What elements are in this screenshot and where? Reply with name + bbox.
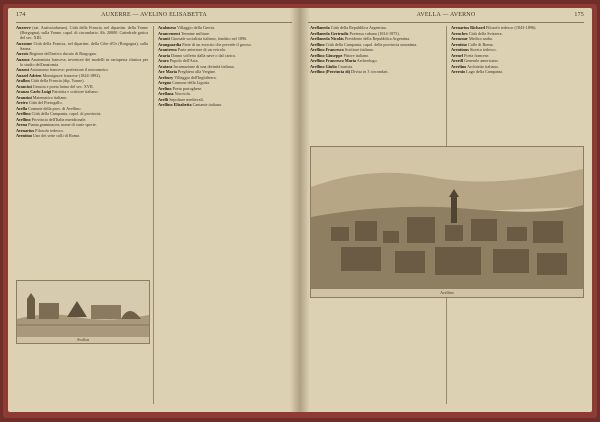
entry-headword: Avenzoar [451, 36, 468, 41]
dictionary-entry [16, 106, 148, 111]
entry-headword: Aventino [451, 41, 467, 47]
entry-text: Cronista. [336, 63, 354, 69]
left-figure [16, 280, 150, 344]
left-page [8, 8, 300, 412]
entry-headword: Auzoux [16, 56, 30, 62]
dictionary-entry [16, 117, 148, 122]
entry-text: Monsignore francese (1824-1892). [41, 72, 101, 78]
entry-headword: Auxerre [16, 25, 31, 30]
entry-headword: Avantreno [158, 47, 177, 52]
entry-text: Gesuita e poeta latino del sec. XVII. [31, 83, 94, 89]
entry-headword: Avenches [451, 30, 468, 36]
left-column-1 [16, 25, 148, 405]
entry-text: Archeologo. [355, 58, 378, 63]
entry-headword: Aventino [16, 133, 32, 138]
entry-text: Città della Francia, nel dipartim. della Côte-d'Or (Borgogna), sulla Saona. [20, 40, 148, 51]
right-page [300, 8, 592, 412]
dictionary-entry [158, 97, 292, 102]
entry-text: Città del Portogallo. [27, 100, 63, 105]
entry-headword: Auzout [16, 67, 30, 72]
entry-headword: Avenarius Richard [451, 25, 485, 30]
entry-text: (sat. Autissiodurum). Città della Francia, nel dipartim. della Yonne (Borgogna), sulla Yonne, capol. di circondario. Ab. 20000. Cattedrale gotica del sec. XIII. [20, 25, 148, 40]
dictionary-entry [158, 86, 292, 91]
entry-headword: Avenel [451, 52, 464, 58]
left-column-2 [158, 25, 292, 405]
entry-headword: Avaloneso [158, 25, 177, 30]
entry-text: Parte di un esercito che precede il grosso. [181, 41, 252, 47]
entry-text: Pianta graminacea; nome di varie specie. [27, 122, 97, 127]
entry-text: Parte anteriore di un veicolo. [176, 47, 227, 52]
city-engraving [311, 147, 583, 289]
dictionary-entry [158, 31, 292, 36]
entry-headword: Avellino Francesco [310, 47, 344, 52]
entry-text: Poeta portoghese. [171, 85, 203, 91]
dictionary-entry [16, 67, 148, 72]
entry-text: Cantante italiana. [191, 102, 222, 107]
entry-text: Presidente della Repubblica Argentina. [343, 36, 411, 41]
entry-headword: Avernio [451, 69, 466, 74]
dictionary-entry [451, 64, 583, 69]
dictionary-entry [158, 75, 292, 80]
entry-headword: Avena [16, 122, 28, 127]
entry-text: Popolo dell'Asia. [168, 58, 199, 63]
entry-headword: Ave Maria [158, 69, 177, 74]
dictionary-entry [158, 47, 292, 52]
entry-headword: Avellino Giuseppe [310, 52, 343, 58]
entry-text: Generale americano. [463, 58, 499, 63]
entry-headword: Averlino [451, 63, 467, 69]
dictionary-entry [16, 25, 148, 40]
entry-text: Filosofo tedesco (1843-1896). [484, 25, 537, 30]
right-column-1 [310, 25, 442, 145]
entry-headword: Aventinus [451, 47, 469, 52]
entry-text: Divisa in 3 circondari. [350, 69, 389, 74]
dictionary-entry [158, 58, 292, 63]
dictionary-entry [451, 69, 583, 74]
entry-headword: Avellino Francesco Maria [310, 58, 356, 63]
right-column-2-lower [451, 300, 583, 406]
dictionary-entry [16, 78, 148, 83]
right-page-number: 175 [574, 12, 584, 18]
entry-text: Poeta francese. [463, 52, 490, 58]
dictionary-entry [451, 42, 583, 47]
dictionary-entry [451, 36, 583, 41]
entry-text: Villaggio della Grecia. [176, 25, 216, 30]
entry-headword: Avenarius [16, 127, 35, 133]
dictionary-entry [16, 95, 148, 100]
entry-headword: Avanzo Carlo Luigi [16, 89, 52, 94]
entry-text: Astronomo francese; perfezionò il micrometro. [29, 67, 109, 72]
left-figure-caption: Avallon [76, 337, 90, 342]
entry-headword: Avancini [16, 83, 32, 89]
entry-text: Lago della Campania. [465, 69, 504, 74]
dictionary-entry [158, 64, 292, 69]
entry-headword: Avellaneda Gertrudis [310, 30, 349, 36]
entry-text: Termine militare. [180, 30, 211, 36]
entry-text: Sepolture medievali. [168, 96, 204, 102]
entry-text: Città della Svizzera. [467, 30, 503, 36]
dictionary-entry [158, 91, 292, 96]
dictionary-entry [310, 64, 442, 69]
entry-headword: Avanzini [16, 94, 32, 100]
dictionary-entry [16, 133, 148, 138]
entry-headword: Avellino Elisabetta [158, 102, 192, 107]
right-page-header [308, 12, 584, 23]
entry-text: Architetto italiano. [466, 63, 499, 69]
entry-text: Patriotta e scrittore italiano. [51, 89, 99, 94]
entry-text: Provincia dell'Italia meridionale. [30, 116, 87, 122]
entry-text: Colle di Roma. [466, 41, 494, 47]
right-page-title: AVELLA — AVERNO [416, 12, 476, 18]
entry-text: Comune della Liguria. [171, 80, 211, 85]
dictionary-entry [451, 31, 583, 36]
dictionary-entry [451, 53, 583, 58]
dictionary-entry [158, 80, 292, 85]
entry-text: Giornale socialista italiano, fondato nel 1896. [169, 36, 248, 41]
dictionary-entry [16, 122, 148, 127]
entry-text: Uno dei sette colli di Roma. [31, 133, 81, 138]
dictionary-entry [310, 42, 442, 47]
entry-headword: Avelino [158, 85, 172, 91]
dictionary-entry [16, 51, 148, 56]
left-page-title: AUXERRE — AVELINO ELISABETTA [101, 12, 207, 18]
left-page-header [16, 12, 292, 23]
entry-headword: Avancement [158, 30, 181, 36]
dictionary-entry [16, 84, 148, 89]
entry-text: Villaggio dell'Inghilterra. [173, 74, 217, 80]
dictionary-entry [16, 41, 148, 51]
entry-headword: Avellaneda [310, 25, 330, 30]
entry-headword: Avelli [158, 96, 169, 102]
entry-headword: Averill [451, 58, 464, 63]
entry-headword: Avellino Giulio [310, 63, 337, 69]
dictionary-entry [310, 25, 442, 30]
entry-text: Regione dell'antico ducato di Borgogna. [28, 51, 97, 56]
entry-headword: Avellino [16, 111, 31, 116]
dictionary-entry [158, 69, 292, 74]
dictionary-entry [451, 25, 583, 30]
dictionary-entry [158, 25, 292, 30]
entry-headword: Avellino (Provincia di) [310, 69, 351, 74]
entry-headword: Avallon [16, 78, 30, 83]
dictionary-entry [16, 111, 148, 116]
entry-headword: Avellana [158, 91, 174, 96]
entry-headword: Aveiro [16, 100, 28, 105]
column-divider [153, 26, 154, 404]
entry-text: Matematico italiano. [31, 94, 68, 100]
entry-text: Medico arabo. [467, 36, 494, 41]
entry-headword: Avanguardia [158, 41, 182, 47]
landscape-engraving [17, 281, 149, 337]
dictionary-entry [158, 53, 292, 58]
dictionary-entry [16, 73, 148, 78]
entry-headword: Avellaneda Nicolás [310, 36, 344, 41]
dictionary-entry [310, 53, 442, 58]
entry-headword: Auxonne [16, 40, 33, 46]
entry-headword: Avanti [158, 36, 170, 41]
entry-headword: Avegno [158, 80, 172, 85]
entry-text: Nocciola. [173, 91, 191, 96]
entry-text: Danno sofferto dalla nave o dal carico. [170, 52, 236, 58]
entry-headword: Auzzel Adrien [16, 72, 42, 78]
entry-text: Pittore italiano. [342, 52, 370, 58]
entry-headword: Auxois [16, 51, 29, 56]
dictionary-entry [310, 36, 442, 41]
dictionary-entry [451, 58, 583, 63]
dictionary-entry [158, 102, 292, 107]
right-figure-caption: Avellino [440, 290, 454, 295]
dictionary-entry [16, 89, 148, 94]
dictionary-entry [451, 47, 583, 52]
left-page-number: 174 [16, 12, 26, 18]
entry-headword: Avaro [158, 58, 169, 63]
entry-headword: Avellino [310, 41, 325, 47]
right-column-2 [451, 25, 583, 145]
entry-headword: Avatara [158, 63, 173, 69]
dictionary-entry [158, 36, 292, 41]
entry-headword: Avebury [158, 74, 174, 80]
entry-text: Città della Campania, capol. di provincia. [30, 111, 102, 116]
right-figure [310, 146, 584, 298]
entry-text: Filosofo tedesco. [34, 127, 64, 133]
dictionary-entry [310, 58, 442, 63]
dictionary-entry [16, 100, 148, 105]
entry-text: Città della Campania, capol. della provincia omonima. [324, 41, 418, 47]
right-column-1-lower [310, 300, 442, 406]
entry-headword: Avella [16, 105, 28, 111]
entry-text: Storico tedesco. [468, 47, 497, 52]
entry-text: Città della Repubblica Argentina. [329, 25, 387, 30]
dictionary-entry [16, 57, 148, 67]
entry-headword: Avellino [16, 116, 31, 122]
entry-text: Preghiera alla Vergine. [176, 69, 217, 74]
entry-text: Scrittore italiano. [343, 47, 374, 52]
entry-text: Città della Francia (dip. Yonne). [29, 78, 85, 83]
entry-text: Poetessa cubana (1814-1873). [348, 30, 400, 36]
entry-text: Comune della prov. di Avellino. [27, 105, 82, 111]
dictionary-entry [16, 128, 148, 133]
entry-text: Incarnazione di una divinità indiana. [172, 63, 235, 69]
entry-text: Anatomista francese, inventore dei modelli in cartapesta clastica per lo studio dell'anatomia. [20, 56, 148, 67]
dictionary-entry [310, 31, 442, 36]
dictionary-entry [310, 47, 442, 52]
dictionary-entry [158, 42, 292, 47]
dictionary-entry [310, 69, 442, 74]
entry-headword: Avaria [158, 52, 171, 58]
